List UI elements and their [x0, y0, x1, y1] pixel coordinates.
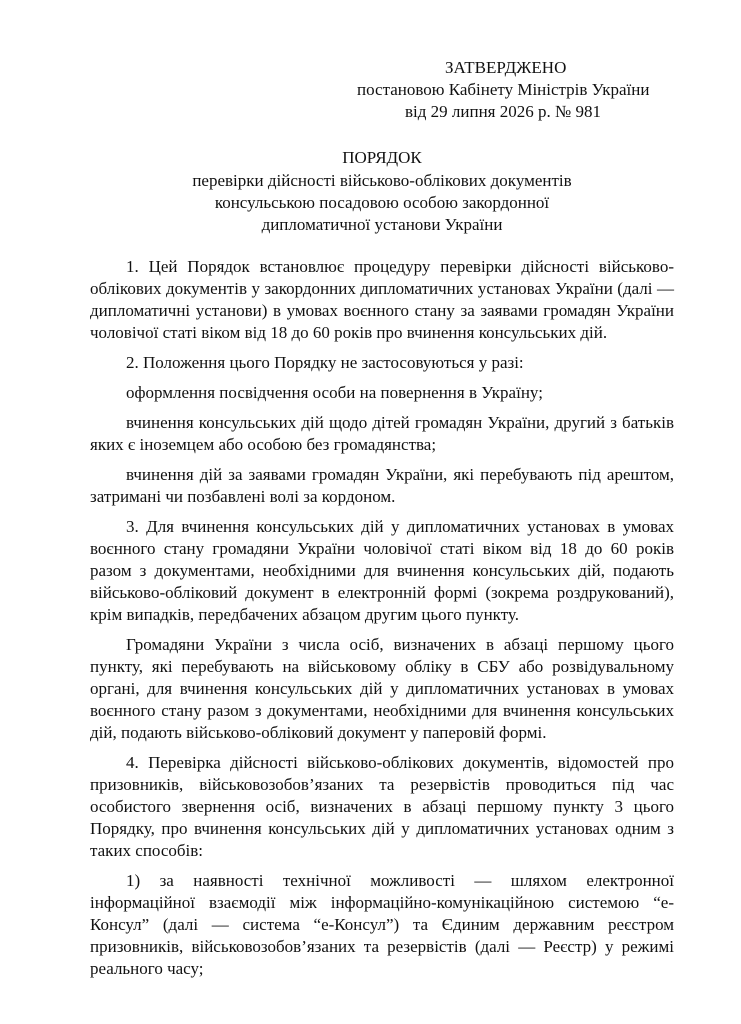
approval-stamp-block: [357, 57, 687, 123]
approval-date: від 29 липня 2026 р. № 981: [405, 102, 601, 121]
document-subtitle-line-3: дипломатичної установи України: [261, 215, 503, 234]
approval-title: ЗАТВЕРДЖЕНО: [445, 58, 567, 77]
document-subtitle-line-1: перевірки дійсності військово-облікових документів: [192, 171, 572, 190]
approval-issuer: постановою Кабінету Міністрів України: [357, 80, 650, 99]
paragraph-2: 2. Положення цього Порядку не застосовуються у разі:: [126, 353, 524, 372]
paragraph-3-subparagraph: Громадяни України з числа осіб, визначених в абзаці першому цього пункту, які перебувають на військовому обліку в СБУ або розвідувальному органі, для вчинення консульських дій у дипломатичних установах в умовах воєнного стану разом з документами, необхідними для вчинення консульських дій, подають військово-обліковий документ у паперовій формі.: [90, 635, 674, 742]
paragraph-3: 3. Для вчинення консульських дій у дипломатичних установах в умовах воєнного стану громадяни України чоловічої статі віком від 18 до 60 років разом з документами, необхідними для вчинення консульських дій, подають військово-обліковий документ в електронній формі (зокрема роздрукований), крім випадків, передбачених абзацом другим цього пункту.: [90, 517, 674, 624]
paragraph-2-item-1: оформлення посвідчення особи на повернення в Україну;: [126, 383, 543, 402]
paragraph-1: 1. Цей Порядок встановлює процедуру перевірки дійсності військово-облікових документів у закордонних дипломатичних установах України (далі — дипломатичні установи) в умовах воєнного стану за заявами громадян України чоловічої статі віком від 18 до 60 років про вчинення консульських дій.: [90, 257, 674, 342]
paragraph-4: 4. Перевірка дійсності військово-облікових документів, відомостей про призовників, військовозобов’язаних та резервістів проводиться під час особистого звернення осіб, визначених в абзаці першому пункту 3 цього Порядку, про вчинення консульських дій у дипломатичних установах одним з таких способів:: [90, 753, 674, 860]
document-title: ПОРЯДОК: [342, 148, 422, 167]
document-subtitle-line-2: консульською посадовою особою закордонної: [214, 193, 550, 212]
paragraph-2-item-3: вчинення дій за заявами громадян України, які перебувають під арештом, затримані чи позбавлені волі за кордоном.: [90, 465, 674, 506]
document-heading: [90, 147, 674, 236]
paragraph-2-item-2: вчинення консульських дій щодо дітей громадян України, другий з батьків яких є іноземцем або особою без громадянства;: [90, 413, 674, 454]
document-body: [90, 256, 674, 988]
paragraph-4-item-1: 1) за наявності технічної можливості — шляхом електронної інформаційної взаємодії між інформаційно-комунікаційною системою “е-Консул” (далі — система “е-Консул”) та Єдиним державним реєстром призовників, військовозобов’язаних та резервістів (далі — Реєстр) у режимі реального часу;: [90, 871, 674, 978]
